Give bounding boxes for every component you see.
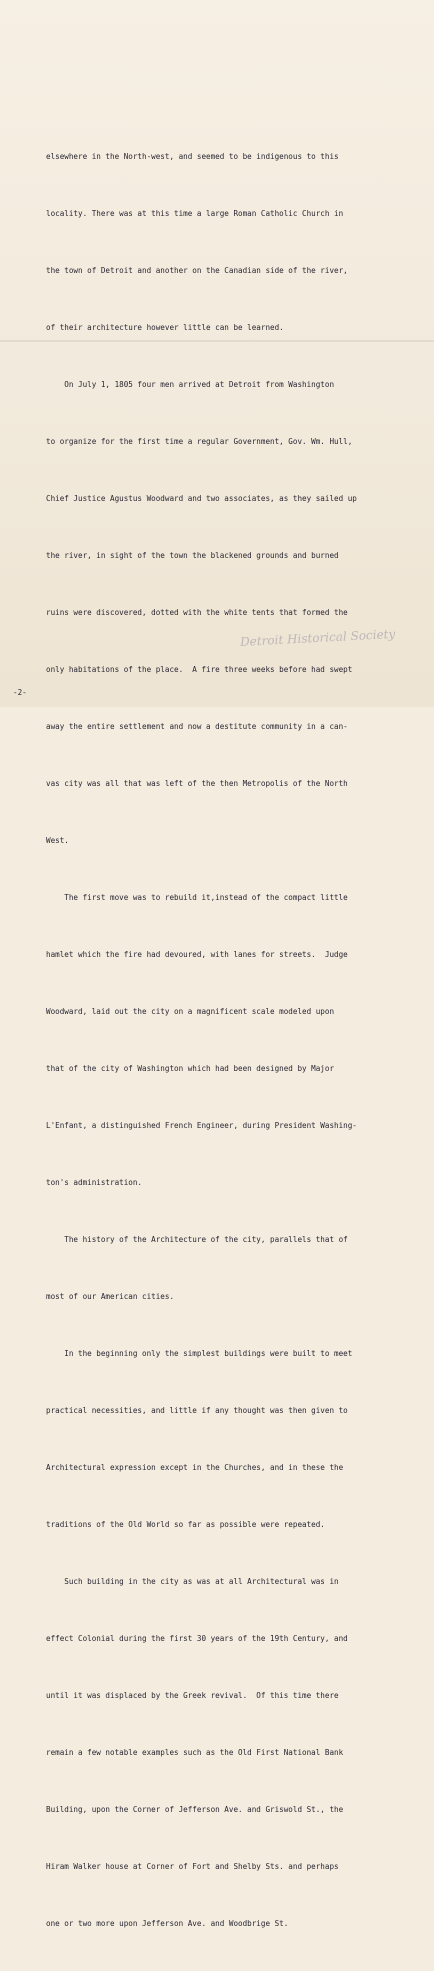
text-line: Such building in the city as was at all Architectural was in (46, 1577, 339, 1586)
text-line: vas city was all that was left of the then Metropolis of the North (46, 779, 348, 788)
page-number: -2- (13, 688, 27, 697)
text-line: Chief Justice Agustus Woodward and two associates, as they sailed up (46, 494, 357, 503)
text-line: to organize for the first time a regular Government, Gov. Wm. Hull, (46, 437, 353, 446)
text-line: the town of Detroit and another on the Canadian side of the river, (46, 266, 348, 275)
text-line: L'Enfant, a distinguished French Engineer, during President Washing- (46, 1121, 357, 1130)
text-line: that of the city of Washington which had been designed by Major (46, 1064, 335, 1073)
text-line: elsewhere in the North-west, and seemed to be indigenous to this (46, 152, 339, 161)
typed-text-body (46, 109, 412, 1971)
text-line: Building, upon the Corner of Jefferson Ave. and Griswold St., the (46, 1805, 344, 1814)
text-line: only habitations of the place. A fire three weeks before had swept (46, 665, 353, 674)
text-line: practical necessities, and little if any thought was then given to (46, 1406, 348, 1415)
text-line: Architectural expression except in the Churches, and in these the (46, 1463, 344, 1472)
watermark: Detroit Historical Society (239, 626, 396, 649)
text-line: On July 1, 1805 four men arrived at Detroit from Washington (46, 380, 335, 389)
text-line: Woodward, laid out the city on a magnificent scale modeled upon (46, 1007, 335, 1016)
text-line: The history of the Architecture of the city, parallels that of (46, 1235, 348, 1244)
text-line: away the entire settlement and now a destitute community in a can- (46, 722, 348, 731)
text-line: locality. There was at this time a large Roman Catholic Church in (46, 209, 344, 218)
text-line: until it was displaced by the Greek revival. Of this time there (46, 1691, 339, 1700)
text-line: of their architecture however little can be learned. (46, 323, 284, 332)
text-line: ton's administration. (46, 1178, 143, 1187)
text-line: The first move was to rebuild it,instead of the compact little (46, 893, 348, 902)
text-line: traditions of the Old World so far as possible were repeated. (46, 1520, 325, 1529)
text-line: ruins were discovered, dotted with the white tents that formed the (46, 608, 348, 617)
text-line: effect Colonial during the first 30 years of the 19th Century, and (46, 1634, 348, 1643)
text-line: In the beginning only the simplest buildings were built to meet (46, 1349, 353, 1358)
text-line: most of our American cities. (46, 1292, 175, 1301)
text-line: one or two more upon Jefferson Ave. and Woodbrige St. (46, 1919, 289, 1928)
text-line: West. (46, 836, 69, 845)
text-line: Hiram Walker house at Corner of Fort and Shelby Sts. and perhaps (46, 1862, 339, 1871)
text-line: hamlet which the fire had devoured, with lanes for streets. Judge (46, 950, 348, 959)
text-line: the river, in sight of the town the blackened grounds and burned (46, 551, 339, 560)
text-line: remain a few notable examples such as the Old First National Bank (46, 1748, 344, 1757)
